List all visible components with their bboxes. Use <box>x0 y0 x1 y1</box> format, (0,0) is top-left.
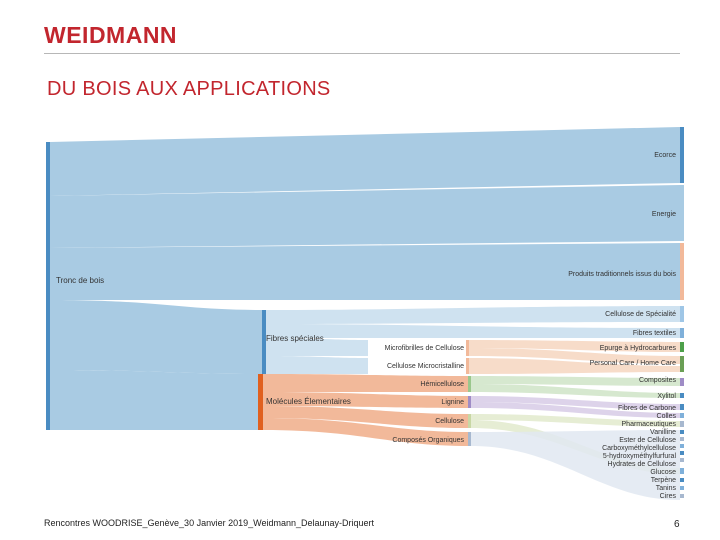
bar-personal <box>680 356 684 372</box>
bar-glucose <box>680 468 684 474</box>
label-tronc-bois: Tronc de bois <box>56 276 105 285</box>
flow-molecules <box>50 370 262 430</box>
label-cellulose: Cellulose <box>435 418 464 425</box>
bar-produits <box>680 243 684 300</box>
bar-epurge <box>680 342 684 352</box>
flow-textiles <box>266 324 680 338</box>
label-mcc: Cellulose Microcristalline <box>386 363 464 370</box>
label-pharma: Pharmaceutiques <box>621 421 676 428</box>
bar-ester <box>680 437 684 441</box>
label-ecorce: Ecorce <box>654 152 676 159</box>
label-fibres-speciales: Fibres spéciales <box>266 334 324 343</box>
flow-fibres-speciales <box>50 300 262 374</box>
flow-ecorce <box>50 127 680 196</box>
label-composites: Composites <box>639 377 676 384</box>
label-carboxy: Carboxyméthylcellulose <box>602 445 676 452</box>
label-epurge: Epurge à Hydrocarbures <box>599 345 676 352</box>
label-glucose: Glucose <box>650 469 676 476</box>
label-ester: Ester de Cellulose <box>619 437 676 444</box>
node-cellulose-bar <box>468 414 471 428</box>
bar-textiles <box>680 328 684 338</box>
bar-energie <box>680 185 684 241</box>
slide-title: DU BOIS AUX APPLICATIONS <box>47 78 331 100</box>
label-energie: Energie <box>651 211 676 218</box>
flow-mcc <box>266 356 368 374</box>
label-organiques: Composés Organiques <box>392 437 464 444</box>
bar-xylitol <box>680 393 684 398</box>
page-number: 6 <box>674 519 680 530</box>
bar-composites <box>680 378 684 386</box>
label-colles: Colles <box>656 413 676 420</box>
label-carbone: Fibres de Carbone <box>618 405 676 412</box>
label-lignine: Lignine <box>441 399 464 406</box>
bar-cires <box>680 494 684 498</box>
bar-vanilline <box>680 430 684 434</box>
label-cires: Cires <box>659 493 676 500</box>
bar-specialite <box>680 306 684 322</box>
label-tanins: Tanins <box>655 485 676 492</box>
bar-hydrates <box>680 458 684 462</box>
footer-text: Rencontres WOODRISE_Genève_30 Janvier 2019_Weidmann_Delaunay-Driquert <box>44 518 375 528</box>
label-specialite: Cellulose de Spécialité <box>605 311 676 318</box>
label-molecules: Molécules Élementaires <box>266 397 351 406</box>
flow-hemi-xylitol <box>471 384 680 398</box>
label-terpene: Terpène <box>650 477 676 484</box>
bar-carbone <box>680 404 684 410</box>
node-mfc-bar <box>466 340 469 356</box>
bar-carboxy <box>680 444 684 448</box>
label-hemi: Hémicellulose <box>420 381 464 388</box>
bar-ecorce <box>680 127 684 183</box>
bar-pharma <box>680 421 684 427</box>
label-produits: Produits traditionnels issus du bois <box>568 271 676 278</box>
label-personal: Personal Care / Home Care <box>589 360 676 367</box>
weidmann-logo: WEIDMANN <box>44 22 178 48</box>
bar-tanins <box>680 486 684 490</box>
label-textiles: Fibres textiles <box>632 330 676 337</box>
flow-energie <box>50 185 680 248</box>
node-tronc-bois <box>46 142 50 430</box>
node-lignine-bar <box>468 396 471 408</box>
node-molecules <box>258 374 263 430</box>
node-organiques-bar <box>468 432 471 446</box>
label-xylitol: Xylitol <box>657 393 676 400</box>
node-hemi-bar <box>468 376 471 392</box>
label-hmf: 5-hydroxyméthylfurfural <box>602 453 676 460</box>
node-mcc-bar <box>466 358 469 374</box>
label-vanilline: Vanilline <box>650 429 676 436</box>
bar-hmf <box>680 451 684 455</box>
label-mfc: Microfibrilles de Cellulose <box>384 345 464 352</box>
bar-terpene <box>680 478 684 482</box>
label-hydrates: Hydrates de Cellulose <box>607 461 676 468</box>
bar-colles <box>680 413 684 418</box>
